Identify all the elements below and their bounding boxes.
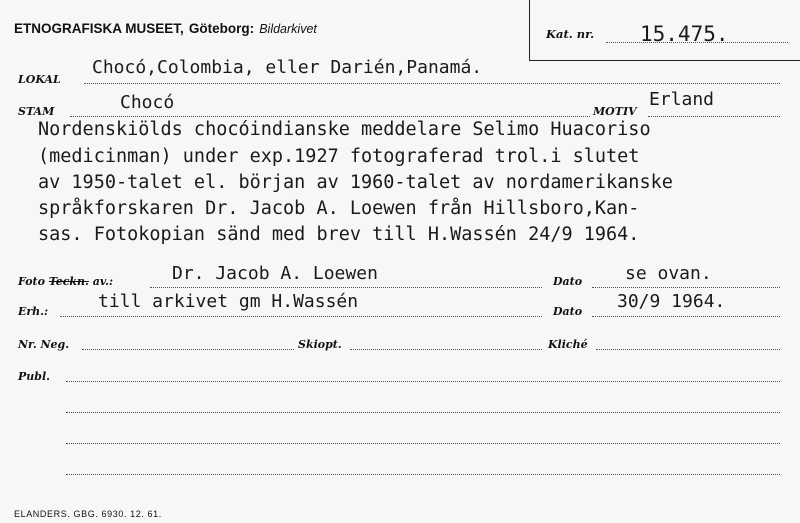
erh-dotted-line (60, 316, 542, 317)
dato-value-1: se ovan. (625, 263, 712, 284)
foto-dotted-line (150, 287, 542, 288)
erh-value: till arkivet gm H.Wassén (98, 291, 359, 312)
catalog-box-left-border (529, 0, 530, 60)
printer-imprint: ELANDERS. GBG. 6930. 12. 61. (14, 509, 162, 519)
motiv-line: Erland (649, 89, 715, 110)
foto-label-text: Foto (18, 275, 45, 288)
skiopt-label: Skiopt. (298, 338, 342, 351)
catalog-box-bottom-border (529, 60, 800, 61)
kliche-dotted-line (596, 349, 780, 350)
motiv-line: (medicinman) under exp.1927 fotograferad trol.i slutet (38, 146, 640, 167)
blank-dotted-line (66, 474, 780, 475)
dato-value-2: 30/9 1964. (617, 291, 726, 312)
stam-dotted-line (70, 116, 590, 117)
kliche-label: Kliché (548, 338, 588, 351)
nr-neg-label: Nr. Neg. (18, 338, 70, 351)
blank-dotted-line (66, 443, 780, 444)
blank-dotted-line (66, 412, 780, 413)
av-label: av.: (92, 275, 114, 288)
motiv-line: språkforskaren Dr. Jacob A. Loewen från Hillsboro,Kan- (38, 198, 640, 219)
lokal-label: LOKAL (18, 73, 61, 86)
dato-dotted-line-2 (592, 316, 780, 317)
teckn-label-struck: Teckn. (48, 275, 89, 288)
stam-label: STAM (18, 105, 55, 118)
motiv-line: sas. Fotokopian sänd med brev till H.Wassén 24/9 1964. (38, 224, 640, 245)
motiv-line: Nordenskiölds chocóindianske meddelare Selimo Huacoriso (38, 119, 651, 140)
motiv-label: MOTIV (593, 105, 637, 118)
catalog-number-label: Kat. nr. (546, 27, 595, 41)
skiopt-dotted-line (350, 349, 542, 350)
dato-label-2: Dato (553, 305, 583, 318)
city-name: Göteborg: (188, 21, 255, 36)
lokal-value: Chocó,Colombia, eller Darién,Panamá. (92, 57, 483, 78)
nr-neg-dotted-line (82, 349, 294, 350)
motiv-line: av 1950-talet el. början av 1960-talet av nordamerikanske (38, 172, 673, 193)
publ-dotted-line (66, 381, 780, 382)
publ-label: Publ. (18, 370, 50, 383)
lokal-dotted-line (84, 83, 780, 84)
stam-value: Chocó (120, 92, 175, 113)
dato-dotted-line-1 (592, 287, 780, 288)
foto-label (18, 275, 113, 288)
erh-label: Erh.: (18, 305, 49, 318)
motiv-dotted-line (648, 116, 780, 117)
department-name: Bildarkivet (259, 22, 317, 36)
foto-value: Dr. Jacob A. Loewen (172, 263, 378, 284)
dato-label-1: Dato (553, 275, 583, 288)
catalog-number-value: 15.475. (640, 22, 729, 46)
card-header (14, 18, 317, 37)
institution-name: ETNOGRAFISKA MUSEET, (14, 21, 184, 36)
